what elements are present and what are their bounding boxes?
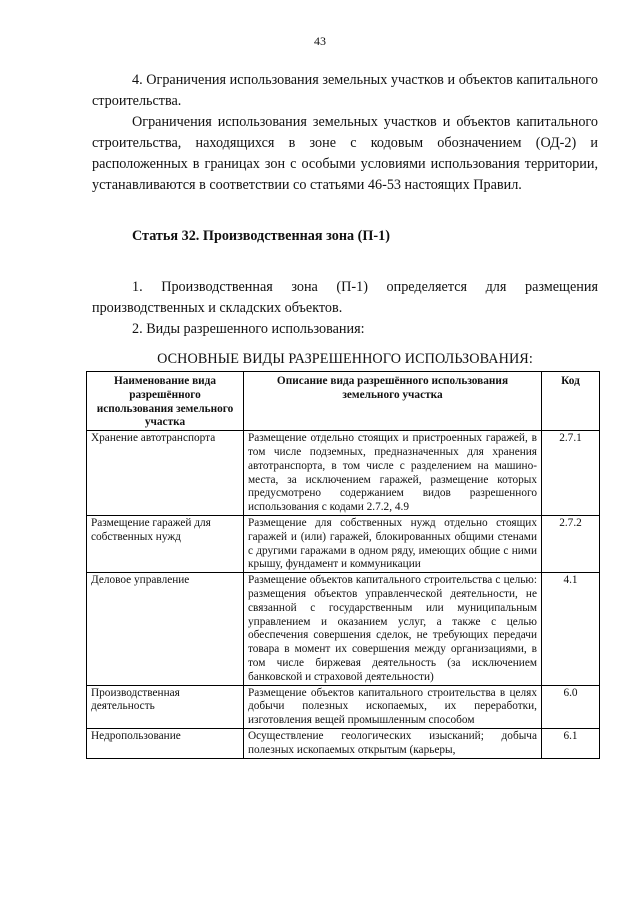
row-name: Хранение автотранспорта [87, 431, 244, 516]
article-paragraph-2: 2. Виды разрешенного использования: [132, 321, 365, 337]
article-heading: Статья 32. Производственная зона (П-1) [132, 228, 390, 244]
row-description: Размещение объектов капитального строительства в целях добычи полезных ископаемых, их переработки, изготовления вещей промышленным способом [244, 685, 542, 728]
table-row [87, 431, 600, 516]
row-code: 2.7.1 [542, 431, 600, 516]
table-row [87, 515, 600, 572]
row-code: 6.0 [542, 685, 600, 728]
article-paragraph-1: 1. Производственная зона (П-1) определяется для размещения производственных и складских объектов. [92, 279, 598, 316]
permitted-use-table [86, 371, 600, 759]
page-number: 43 [314, 34, 326, 48]
header-code: Код [542, 372, 600, 431]
table-row [87, 573, 600, 685]
row-name: Производственная деятельность [87, 685, 244, 728]
table-row [87, 728, 600, 758]
header-description: Описание вида разрешённого использования земельного участка [244, 372, 542, 431]
row-code: 4.1 [542, 573, 600, 685]
table-header-row [87, 372, 600, 431]
table-title: ОСНОВНЫЕ ВИДЫ РАЗРЕШЕННОГО ИСПОЛЬЗОВАНИЯ: [157, 351, 533, 367]
row-name: Деловое управление [87, 573, 244, 685]
table-row [87, 685, 600, 728]
row-name: Размещение гаражей для собственных нужд [87, 515, 244, 572]
row-description: Размещение объектов капитального строительства с целью: размещения объектов управленческой деятельности, не связанной с государственным или муниципальным управлением и оказанием услуг, а также с целью обеспечения совершения сделок, не требующих передачи товара в момент их совершения между организациями, в том числе биржевая деятельность (за исключением банковской и страховой деятельности) [244, 573, 542, 685]
row-description: Осуществление геологических изысканий; добыча полезных ископаемых открытым (карьеры, [244, 728, 542, 758]
section-4 [92, 70, 598, 340]
row-code: 2.7.2 [542, 515, 600, 572]
section-4-title: 4. Ограничения использования земельных участков и объектов капитального строительства. [92, 72, 598, 109]
section-4-text: Ограничения использования земельных участков и объектов капитального строительства, находящихся в зоне с кодовым обозначением (ОД-2) и расположенных в границах зон с особыми условиями использования территории, устанавливаются в соответствии со статьями 46-53 настоящих Правил. [92, 114, 598, 193]
row-name: Недропользование [87, 728, 244, 758]
header-name: Наименование вида разрешённого использования земельного участка [87, 372, 244, 431]
row-description: Размещение отдельно стоящих и пристроенных гаражей, в том числе подземных, предназначенных для хранения автотранспорта, в том числе с разделением на машино-места, за исключением гаражей, размещение которых предусмотрено содержанием видов разрешенного использования с кодами 2.7.2, 4.9 [244, 431, 542, 516]
row-code: 6.1 [542, 728, 600, 758]
row-description: Размещение для собственных нужд отдельно стоящих гаражей и (или) гаражей, блокированных общими стенами с другими гаражами в одном ряду, имеющих общие с ними крышу, фундамент и коммуникации [244, 515, 542, 572]
